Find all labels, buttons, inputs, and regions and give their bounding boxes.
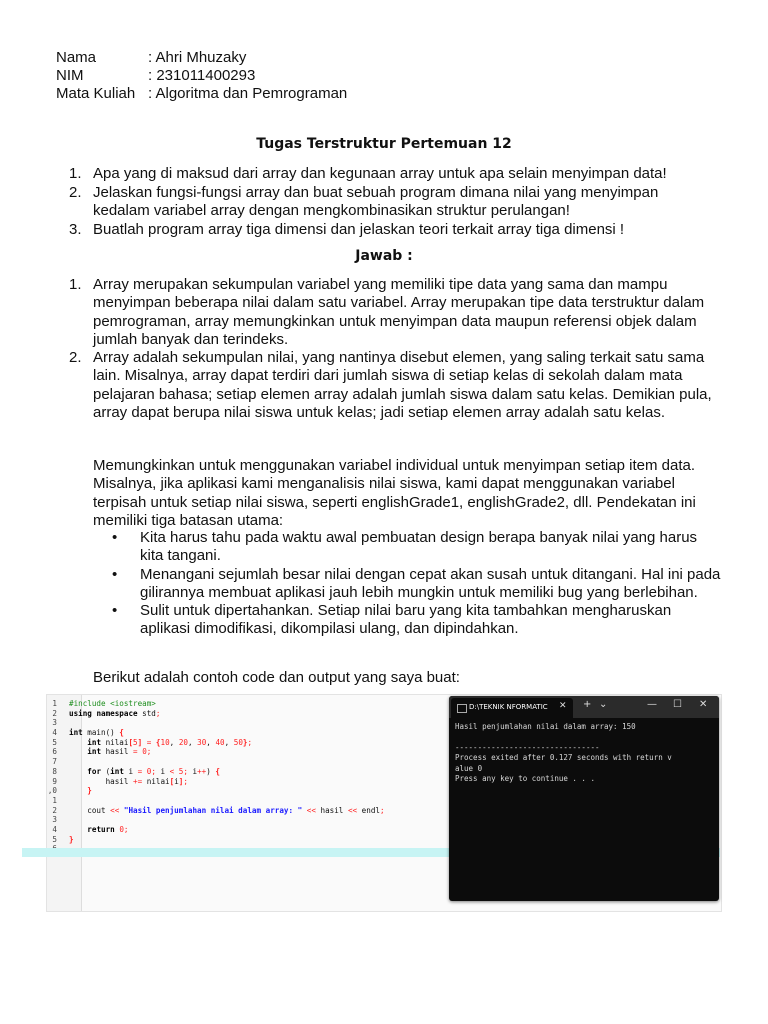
answer-number: 2. [69,349,82,367]
header-row-nama [56,49,347,67]
answer-item [69,349,719,422]
code-text: cout << "Hasil penjumlahan nilai dalam array: " << hasil << endl; [69,805,385,815]
question-text: Apa yang di maksud dari array dan kegunaan array untuk apa selain menyimpan data! [93,165,667,182]
terminal-tab[interactable] [451,698,573,718]
bullet-text: Menangani sejumlah besar nilai dengan cepat akan susah untuk ditangani. Hal ini pada gilirannya membuat aplikasi jauh lebih mungkin untuk memiliki bug yang berlebihan. [140,565,721,601]
header-value: : Ahri Mhuzaky [148,49,247,66]
line-number: 2 [52,708,57,718]
line-number: 6 [52,747,57,757]
chevron-down-icon[interactable]: ⌄ [599,699,608,710]
code-text: hasil += nilai[i]; [69,776,188,786]
code-line [47,709,457,719]
close-window-icon[interactable]: ✕ [699,699,708,710]
bullet-dot: • [112,565,118,583]
line-number: 3 [52,815,57,825]
answer-text: Array adalah sekumpulan nilai, yang nantinya disebut elemen, yang saling terkait satu sama lain. Misalnya, array dapat terdiri dari jumlah siswa di setiap kelas di sekolah dalam mata pelajaran bahasa; setiap elemen array adalah jumlah siswa dalam satu kelas. Demikian pula, array dapat berupa nilai siswa untuk kelas; jadi setiap elemen array adalah satu kelas. [93,349,712,422]
terminal-line: -------------------------------- [455,742,600,752]
terminal-line: alue 0 [455,763,483,773]
question-text: Jelaskan fungsi-fungsi array dan buat sebuah program dimana nilai yang menyimpan kedalam variabel array dengan mengkombinasikan struktur perulangan! [93,183,659,219]
code-line [47,835,457,845]
identity-header [56,49,347,103]
answer-heading: Jawab : [355,248,413,264]
line-number: 4 [52,728,57,738]
question-text: Buatlah program array tiga dimensi dan jelaskan teori terkait array tiga dimensi ! [93,220,625,238]
question-list [69,165,719,239]
line-number: 2 [52,805,57,815]
bullet-text: Sulit untuk dipertahankan. Setiap nilai baru yang kita tambahkan mengharuskan aplikasi dimodifikasi, dikompilasi ulang, dan dipindahkan. [140,602,672,638]
header-row-nim [56,67,347,85]
code-line [47,728,457,738]
terminal-window [449,696,719,901]
document-title: Tugas Terstruktur Pertemuan 12 [256,136,512,152]
line-number: 1 [52,699,57,708]
question-item [69,221,719,240]
line-number: 9 [52,776,57,786]
code-area [47,699,457,854]
code-line [47,786,457,796]
terminal-icon [457,704,467,713]
code-text: } [69,834,74,844]
header-label: Nama [56,49,97,66]
line-number: 7 [52,757,57,767]
line-number: 8 [52,766,57,776]
bullet-item [112,602,722,639]
code-text: int hasil = 0; [87,747,152,757]
header-label: NIM [56,67,84,84]
bullet-item [112,529,722,566]
terminal-line: Process exited after 0.127 seconds with return v [455,753,672,763]
code-line [47,815,457,825]
question-item [69,184,719,221]
bullet-dot: • [112,602,118,620]
minimize-icon[interactable]: — [647,699,657,710]
code-text: } [87,786,92,796]
code-line [47,718,457,728]
header-value: : Algoritma dan Pemrograman [148,85,348,102]
answer-number: 1. [69,276,82,293]
code-text: for (int i = 0; i < 5; i++) { [87,766,220,776]
terminal-tab-title: D:\TEKNIK NFORMATIC [469,703,548,711]
code-line [47,767,457,777]
question-item [69,165,719,184]
question-number: 2. [69,183,82,201]
answer-text: Array merupakan sekumpulan variabel yang memiliki tipe data yang sama dan mampu menyimpan beberapa nilai dalam satu variabel. Array merupakan tipe data terstruktur dalam pemrograman, array memungkinkan untuk menyimpan data maupun referensi objek dalam jumlah banyak dan terindeks. [93,276,705,348]
maximize-icon[interactable]: ☐ [673,699,682,710]
close-tab-icon[interactable]: ✕ [559,701,567,711]
code-line [47,699,457,709]
limitations-paragraph: Memungkinkan untuk menggunakan variabel individual untuk menyimpan setiap item data. Misalnya, jika aplikasi kami menganalisis nilai siswa, kami dapat menggunakan variabel terpisah untuk setiap nilai siswa, seperti englishGrade1, englishGrade2, dll. Pendekatan ini memiliki tiga batasan utama: [93,457,696,529]
line-number: 3 [52,718,57,728]
question-number: 3. [69,220,82,238]
new-tab-icon[interactable]: + [583,699,592,710]
code-line [47,757,457,767]
terminal-line: Hasil penjumlahan nilai dalam array: 150 [455,722,636,731]
bullet-item [112,566,722,603]
code-text: int nilai[5] = {10, 20, 30, 40, 50}; [87,737,253,747]
line-number: 5 [52,737,57,747]
code-text: #include <iostream> [69,699,156,708]
header-label: Mata Kuliah [56,85,136,102]
code-line [47,825,457,835]
answer-item [69,276,719,349]
line-number: 4 [52,824,57,834]
line-number: ,0 [47,786,57,796]
bullet-list [112,529,722,639]
terminal-line [455,732,717,742]
code-line [47,777,457,787]
bullet-dot: • [112,529,118,546]
code-line [47,738,457,748]
code-text: using namespace std; [69,708,161,718]
header-value: : 231011400293 [148,67,256,84]
bullet-text: Kita harus tahu pada waktu awal pembuatan design berapa banyak nilai yang harus kita tangani. [140,529,698,565]
line-number: 1 [52,795,57,805]
code-line [47,806,457,816]
code-line [47,747,457,757]
line-number: 5 [52,834,57,844]
terminal-titlebar [449,696,719,718]
question-number: 1. [69,165,82,182]
code-text: int main() { [69,728,124,738]
terminal-output [455,722,717,784]
code-intro-text: Berikut adalah contoh code dan output yang saya buat: [93,669,460,686]
code-line [47,796,457,806]
answer-list [69,276,719,422]
code-text: return 0; [87,824,129,834]
terminal-line: Press any key to continue . . . [455,773,595,783]
header-row-mata-kuliah [56,85,347,103]
